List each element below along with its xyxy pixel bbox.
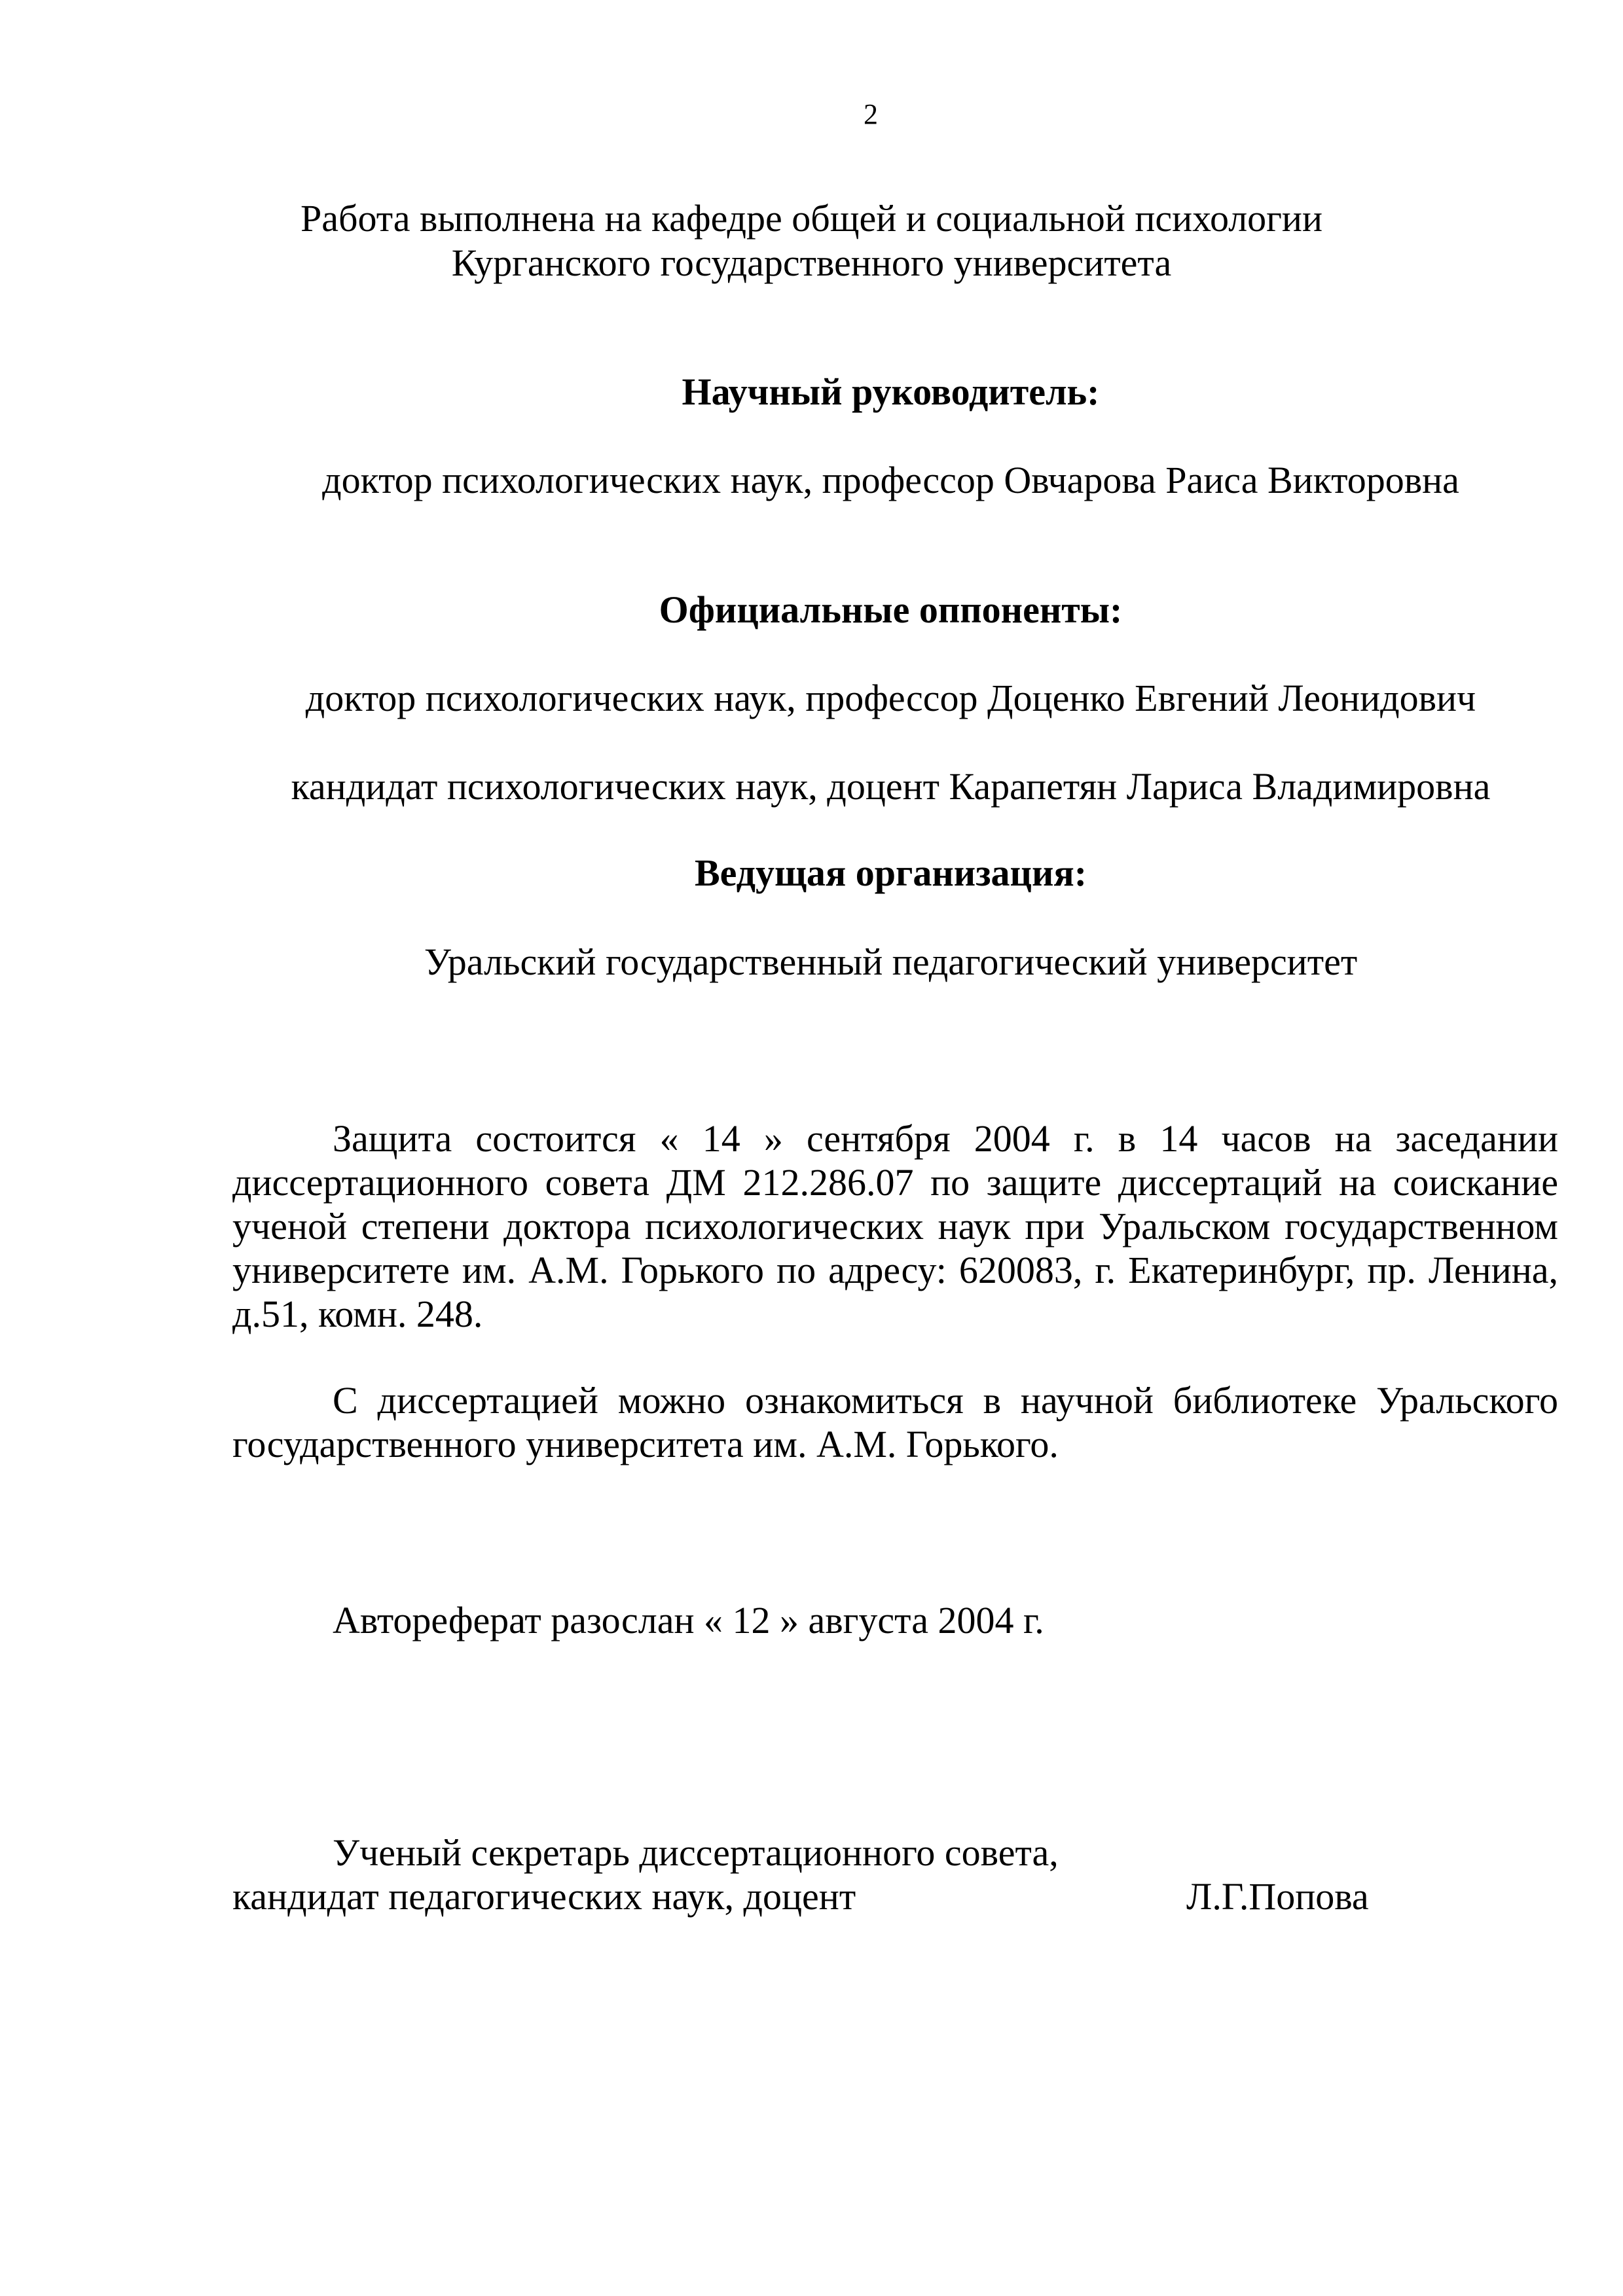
supervisor-heading: Научный руководитель: (682, 370, 1100, 413)
secretary-degree: кандидат педагогических наук, доцент (232, 1875, 856, 1918)
library-paragraph: С диссертацией можно ознакомиться в научной библиотеке Уральского государственного университета им. А.М. Горького. (232, 1379, 1558, 1465)
supervisor-person: доктор психологических наук, профессор Овчарова Раиса Викторовна (322, 459, 1459, 501)
secretary-title: Ученый секретарь диссертационного совета, (333, 1831, 1059, 1874)
opponent-2: кандидат психологических наук, доцент Карапетян Лариса Владимировна (291, 765, 1491, 808)
page-number: 2 (864, 98, 878, 130)
secretary-block (232, 1831, 1059, 1918)
opponents-heading: Официальные оппоненты: (659, 588, 1123, 631)
institution-line-1: Работа выполнена на кафедре общей и социальной психологии (300, 197, 1322, 240)
leading-org-heading: Ведущая организация: (694, 852, 1087, 894)
mailing-date: Автореферат разослан « 12 » августа 2004 г. (333, 1599, 1044, 1641)
institution-line-2: Курганского государственного университета (451, 242, 1172, 284)
leading-org-name: Уральский государственный педагогический университет (424, 941, 1358, 983)
secretary-name: Л.Г.Попова (1186, 1875, 1369, 1918)
opponent-1: доктор психологических наук, профессор Доценко Евгений Леонидович (305, 677, 1476, 719)
defense-paragraph: Защита состоится « 14 » сентября 2004 г. в 14 часов на заседании диссертационного совета ДМ 212.286.07 по защите диссертаций на соискание ученой степени доктора психологических наук при Уральском государственном университете им. А.М. Горького по адресу: 620083, г. Екатеринбург, пр. Ленина, д.51, комн. 248. (232, 1117, 1558, 1335)
